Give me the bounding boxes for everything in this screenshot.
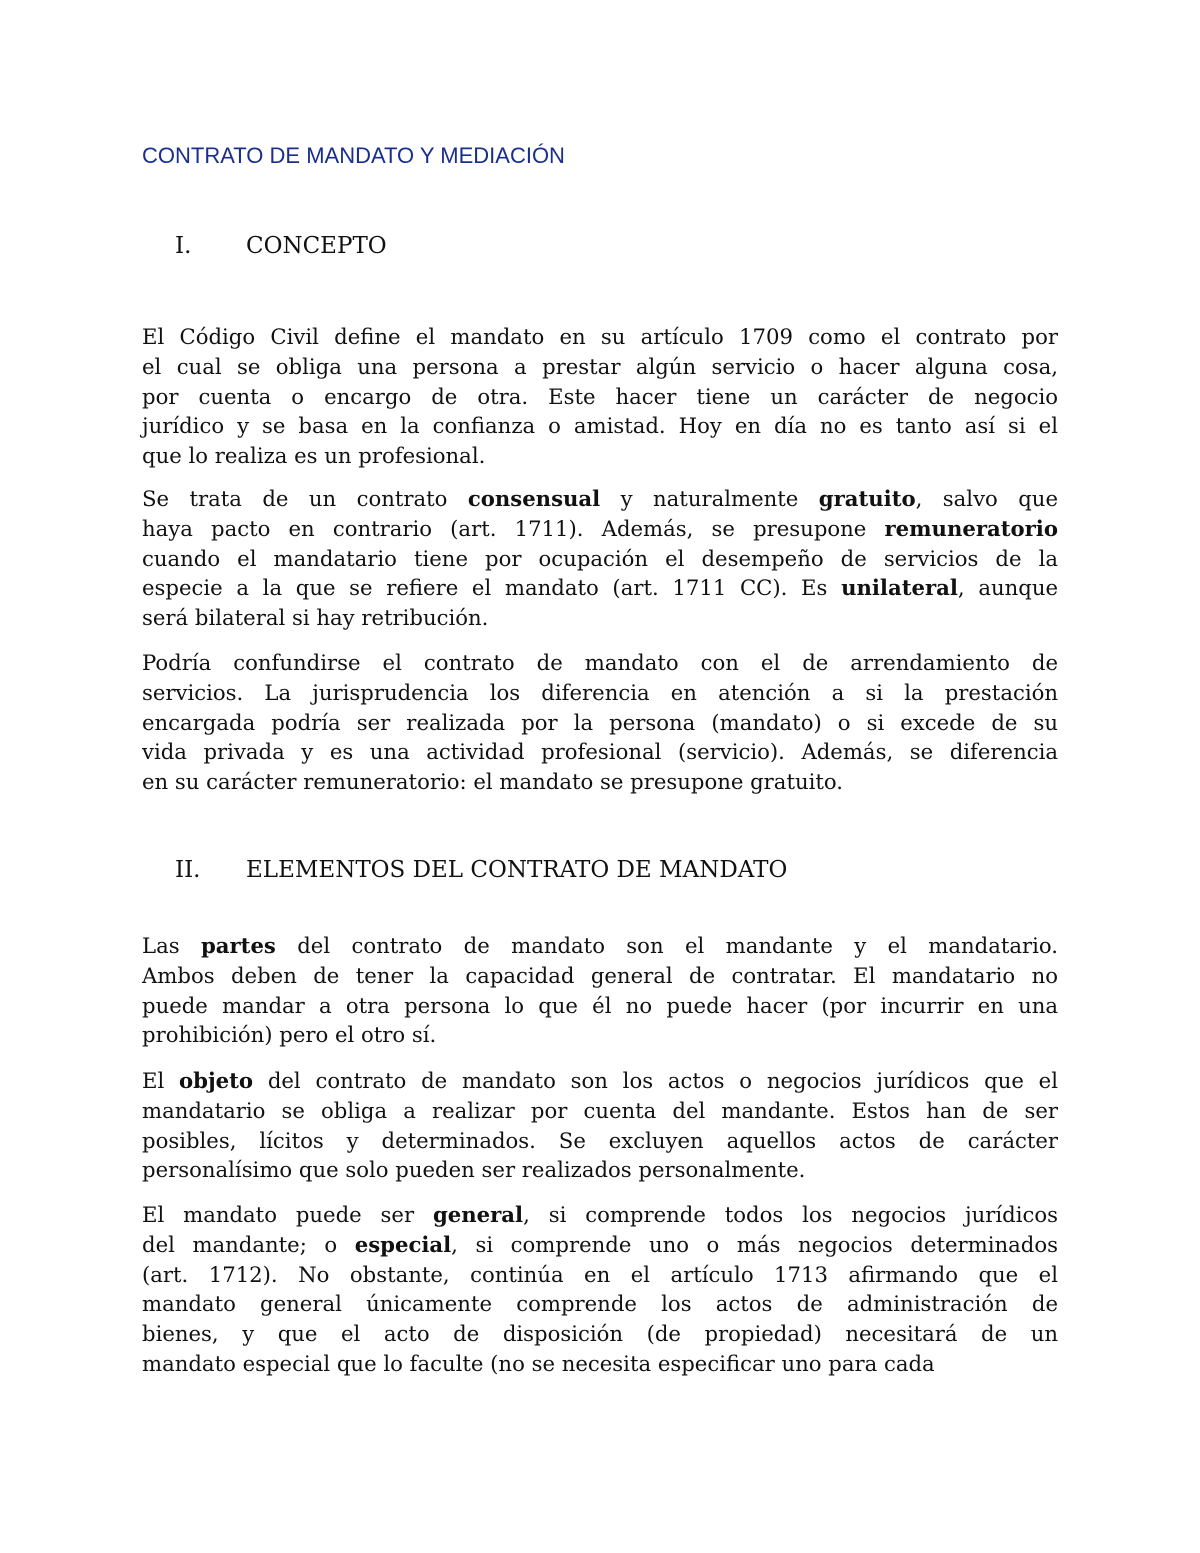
section-number: II. — [175, 857, 201, 883]
text-run: posibles, lícitos y determinados. Se excluyen aquellos actos de carácter — [142, 1127, 1058, 1153]
text-run: El mandato puede ser — [142, 1202, 433, 1227]
paragraph — [142, 1066, 1058, 1185]
bold-term: partes — [200, 933, 276, 958]
bold-term: general — [432, 1202, 524, 1227]
text-line — [142, 1020, 1058, 1050]
document-title: CONTRATO DE MANDATO Y MEDIACIÓN — [142, 143, 565, 168]
text-run: mandato especial que lo faculte (no se necesita especificar uno para cada — [142, 1350, 935, 1376]
bold-term: consensual — [467, 486, 601, 511]
text-run: (art. 1712). No obstante, continúa en el artículo 1713 afirmando que el — [142, 1261, 1058, 1287]
bold-term: especial — [354, 1231, 452, 1257]
text-line — [142, 514, 1058, 544]
text-run: vida privada y es una actividad profesional (servicio). Además, se diferencia — [142, 739, 1058, 765]
paragraph — [142, 648, 1058, 797]
text-line — [142, 544, 1058, 574]
text-run: , si comprende todos los negocios jurídicos — [523, 1202, 1058, 1227]
text-run: Las — [142, 933, 201, 958]
text-line — [142, 708, 1058, 738]
text-run: prohibición) pero el otro sí. — [142, 1022, 437, 1048]
text-run: del mandante; o — [142, 1231, 355, 1257]
text-run: el cual se obliga una persona a prestar algún servicio o hacer alguna cosa, — [142, 353, 1058, 379]
text-run: cuando el mandatario tiene por ocupación el desempeño de servicios de la — [142, 545, 1058, 571]
text-line — [142, 991, 1058, 1021]
text-run: , aunque — [957, 575, 1058, 601]
text-line — [142, 1126, 1058, 1156]
text-run: El Código Civil define el mandato en su artículo 1709 como el contrato por — [142, 324, 1058, 349]
paragraph — [142, 931, 1058, 1050]
bold-term: gratuito — [818, 486, 916, 511]
text-line — [142, 382, 1058, 412]
text-run: mandatario se obliga a realizar por cuenta del mandante. Estos han de ser — [142, 1097, 1058, 1123]
text-line — [142, 1230, 1058, 1260]
text-line — [142, 573, 1058, 603]
text-line — [142, 737, 1058, 767]
text-run: y naturalmente — [600, 486, 819, 511]
paragraph — [142, 322, 1058, 471]
section-title: ELEMENTOS DEL CONTRATO DE MANDATO — [246, 857, 788, 883]
paragraph — [142, 484, 1058, 633]
text-line — [142, 352, 1058, 382]
text-line — [142, 484, 1058, 514]
text-line — [142, 1200, 1058, 1230]
text-run: del contrato de mandato son los actos o negocios jurídicos que el — [253, 1068, 1058, 1093]
text-run: será bilateral si hay retribución. — [142, 605, 489, 631]
text-line — [142, 1260, 1058, 1290]
text-run: Podría confundirse el contrato de mandato con el de arrendamiento de — [142, 650, 1058, 675]
text-line — [142, 931, 1058, 961]
text-line — [142, 1349, 1058, 1379]
text-line — [142, 411, 1058, 441]
text-line — [142, 678, 1058, 708]
text-run: , si comprende uno o más negocios determinados — [451, 1231, 1058, 1257]
paragraph — [142, 1200, 1058, 1379]
text-run: puede mandar a otra persona lo que él no puede hacer (por incurrir en una — [142, 992, 1058, 1018]
text-line — [142, 961, 1058, 991]
text-run: en su carácter remuneratorio: el mandato se presupone gratuito. — [142, 769, 844, 795]
text-run: del contrato de mandato son el mandante y el mandatario. — [275, 933, 1059, 958]
text-run: bienes, y que el acto de disposición (de propiedad) necesitará de un — [142, 1321, 1058, 1347]
text-run: haya pacto en contrario (art. 1711). Además, se presupone — [142, 515, 885, 541]
text-run: encargada podría ser realizada por la persona (mandato) o si excede de su — [142, 709, 1058, 735]
text-line — [142, 767, 1058, 797]
text-run: que lo realiza es un profesional. — [142, 443, 486, 469]
text-run: especie a la que se refiere el mandato (art. 1711 CC). Es — [142, 575, 842, 601]
text-line — [142, 1096, 1058, 1126]
section-title: CONCEPTO — [246, 233, 387, 259]
text-run: Ambos deben de tener la capacidad general de contratar. El mandatario no — [142, 962, 1058, 988]
text-run: personalísimo que solo pueden ser realizados personalmente. — [142, 1157, 806, 1183]
text-run: mandato general únicamente comprende los actos de administración de — [142, 1291, 1058, 1317]
text-line — [142, 603, 1058, 633]
text-run: El — [142, 1068, 180, 1093]
bold-term: unilateral — [841, 575, 958, 601]
text-run: servicios. La jurisprudencia los diferencia en atención a si la prestación — [142, 679, 1058, 705]
text-line — [142, 1289, 1058, 1319]
text-run: Se trata de un contrato — [142, 486, 468, 511]
section-number: I. — [175, 233, 192, 259]
text-line — [142, 648, 1058, 678]
text-line — [142, 1319, 1058, 1349]
text-run: , salvo que — [915, 486, 1058, 511]
text-line — [142, 1066, 1058, 1096]
bold-term: objeto — [179, 1068, 254, 1093]
text-line — [142, 441, 1058, 471]
text-run: por cuenta o encargo de otra. Este hacer tiene un carácter de negocio — [142, 383, 1058, 409]
bold-term: remuneratorio — [884, 515, 1058, 541]
text-line — [142, 322, 1058, 352]
text-run: jurídico y se basa en la confianza o amistad. Hoy en día no es tanto así si el — [142, 413, 1058, 439]
text-line — [142, 1155, 1058, 1185]
